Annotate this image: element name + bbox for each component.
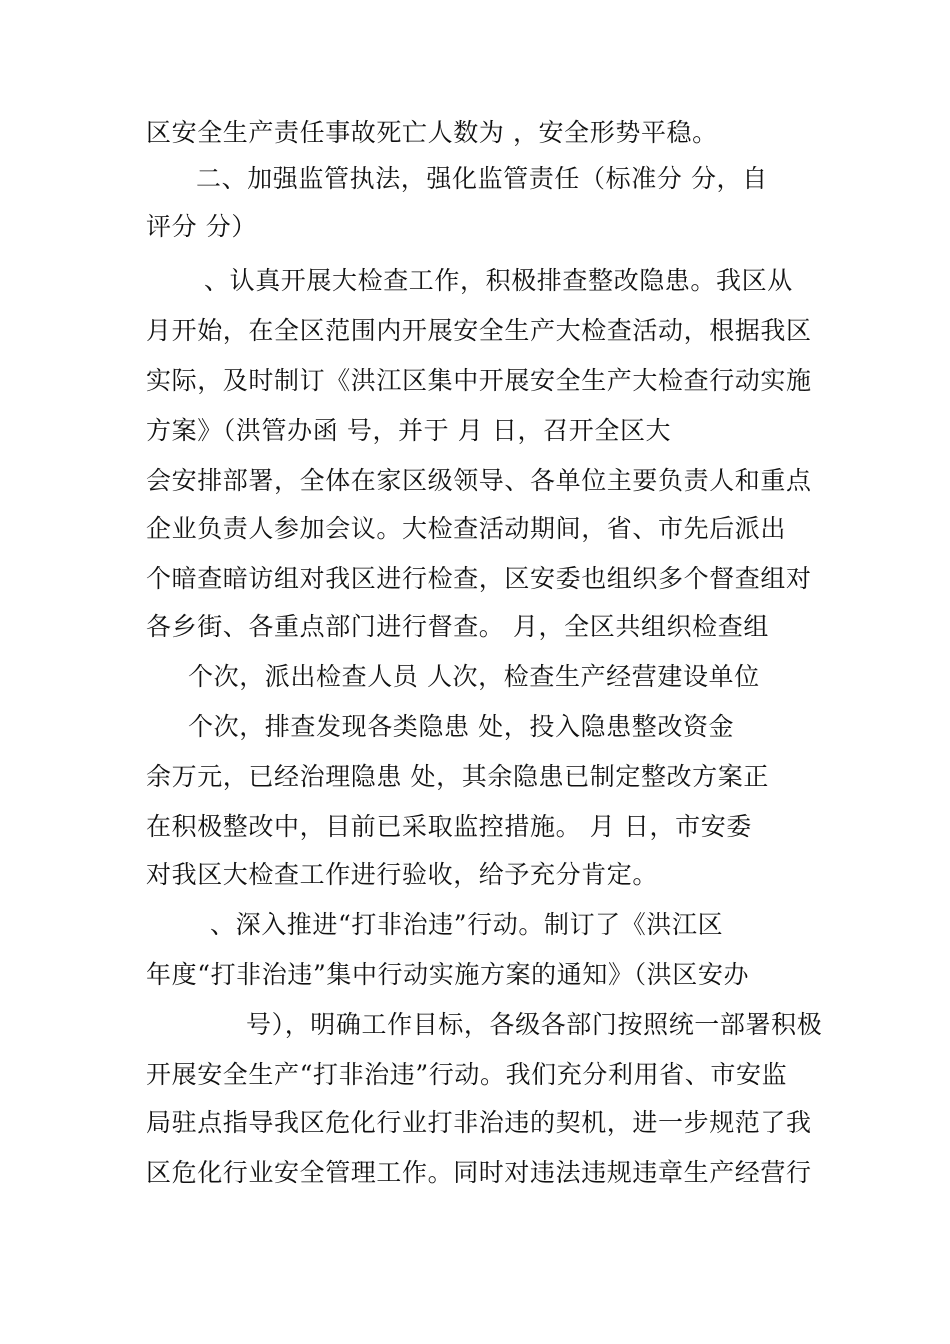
text-line: 开展安全生产“打非治违”行动。我们充分利用省、市安监 xyxy=(146,1060,788,1089)
text-line: 各乡街、各重点部门进行督查。 月，全区共组织检查组 xyxy=(146,612,769,641)
text-line: 方案》（洪管办函 号，并于 月 日，召开全区大 xyxy=(146,416,672,445)
text-line: 余万元，已经治理隐患 处，其余隐患已制定整改方案正 xyxy=(146,762,769,791)
text-line: 实际，及时制订《洪江区集中开展安全生产大检查行动实施 xyxy=(146,366,812,395)
text-line: 号），明确工作目标，各级各部门按照统一部署积极 xyxy=(246,1010,823,1039)
text-line: 会安排部署，全体在家区级领导、各单位主要负责人和重点 xyxy=(146,466,812,495)
text-line: 年度“打非治违”集中行动实施方案的通知》（洪区安办 xyxy=(146,960,750,989)
text-line: 、深入推进“打非治违”行动。制订了《洪江区 xyxy=(210,910,724,939)
text-line: 区危化行业安全管理工作。同时对违法违规违章生产经营行 xyxy=(146,1158,812,1187)
text-line: 个次，派出检查人员 人次，检查生产经营建设单位 xyxy=(188,662,760,691)
text-line: 区安全生产责任事故死亡人数为 ，安全形势平稳。 xyxy=(146,118,718,147)
text-line: 企业负责人参加会议。大检查活动期间，省、市先后派出 xyxy=(146,514,787,543)
text-line: 对我区大检查工作进行验收，给予充分肯定。 xyxy=(146,860,659,889)
text-line: 个暗查暗访组对我区进行检查，区安委也组织多个督查组对 xyxy=(146,564,812,593)
section-heading: 二、加强监管执法，强化监管责任（标准分 分，自 xyxy=(196,164,768,193)
text-line: 个次，排查发现各类隐患 处，投入隐患整改资金 xyxy=(188,712,735,741)
text-line: 局驻点指导我区危化行业打非治违的契机，进一步规范了我 xyxy=(146,1108,812,1137)
text-line: 月开始，在全区范围内开展安全生产大检查活动，根据我区 xyxy=(146,316,812,345)
text-line: 在积极整改中，目前已采取监控措施。 月 日，市安委 xyxy=(146,812,752,841)
text-line: 、认真开展大检查工作，积极排查整改隐患。我区从 xyxy=(204,266,793,295)
text-line: 评分 分） xyxy=(146,212,257,241)
